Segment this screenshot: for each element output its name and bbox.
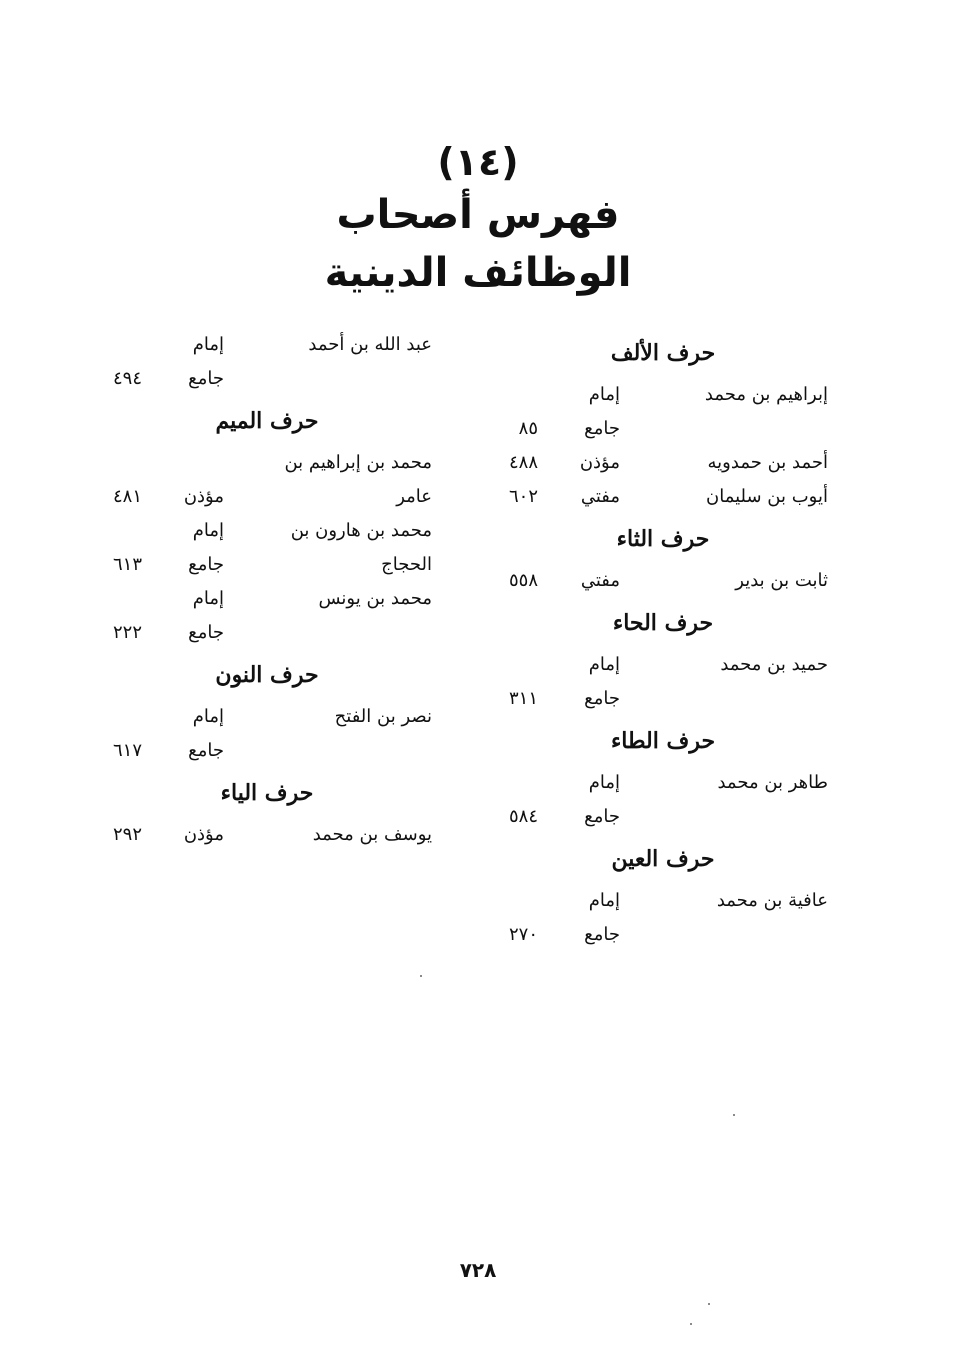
letter-heading: حرف العين [611, 846, 715, 872]
entry-page: ٢٢٢ [112, 622, 142, 643]
entry-role: جامع [188, 622, 224, 643]
entry-role: جامع [188, 554, 224, 575]
index-title-line-1: فهرس أصحاب [336, 192, 620, 238]
scan-speck [420, 975, 422, 977]
index-entry [92, 700, 442, 734]
entry-page: ٢٩٢ [112, 824, 142, 845]
entry-role: جامع [584, 688, 620, 709]
entry-name: طاهر بن محمد [717, 772, 828, 793]
index-number: (١٤) [437, 140, 519, 184]
entry-name: يوسف بن محمد [312, 824, 432, 845]
entry-role: جامع [188, 740, 224, 761]
index-entry [488, 918, 838, 952]
entry-role: مفتي [580, 486, 620, 507]
entry-page: ٤٨٨ [508, 452, 538, 473]
entry-role: مؤذن [183, 824, 224, 845]
entry-name: عافية بن محمد [716, 890, 828, 911]
entry-role: مؤذن [183, 486, 224, 507]
letter-heading: حرف الياء [220, 780, 314, 806]
index-entry [488, 682, 838, 716]
page-number: ٧٢٨ [459, 1258, 497, 1282]
entry-name: محمد بن إبراهيم بن [284, 452, 432, 473]
entry-role: إمام [192, 588, 224, 609]
entry-page: ٤٨١ [112, 486, 142, 507]
index-entry [488, 412, 838, 446]
entry-name: الحجاج [381, 554, 432, 575]
index-entry [92, 328, 442, 362]
entry-role: مفتي [580, 570, 620, 591]
entry-role: جامع [584, 418, 620, 439]
entry-role: إمام [588, 384, 620, 405]
right-column [488, 328, 838, 952]
entry-page: ٥٥٨ [508, 570, 538, 591]
entry-page: ٦١٧ [112, 740, 142, 761]
index-entry [92, 480, 442, 514]
letter-heading: حرف الثاء [616, 526, 710, 552]
entry-name: إبراهيم بن محمد [704, 384, 828, 405]
entry-role: إمام [192, 334, 224, 355]
index-entry [488, 766, 838, 800]
entry-name: أحمد بن حمدويه [707, 452, 828, 473]
index-entry [488, 884, 838, 918]
entry-page: ٢٧٠ [508, 924, 538, 945]
letter-heading: حرف الألف [610, 340, 716, 366]
entry-role: إمام [588, 772, 620, 793]
entry-page: ٣١١ [508, 688, 538, 709]
scan-speck [690, 1323, 692, 1325]
index-entry [92, 818, 442, 852]
entry-name: محمد بن هارون بن [290, 520, 432, 541]
index-entry [92, 582, 442, 616]
entry-role: إمام [588, 654, 620, 675]
entry-name: عبد الله بن أحمد [308, 334, 432, 355]
letter-heading: حرف الميم [215, 408, 319, 434]
entry-name: محمد بن يونس [318, 588, 432, 609]
entry-page: ٦٠٢ [508, 486, 538, 507]
index-entry [92, 362, 442, 396]
entry-role: إمام [192, 706, 224, 727]
index-entry [92, 446, 442, 480]
entry-page: ٤٩٤ [112, 368, 142, 389]
letter-heading: حرف الحاء [612, 610, 714, 636]
letter-heading: حرف الطاء [610, 728, 716, 754]
entry-name: عامر [396, 486, 432, 507]
entry-name: أيوب بن سليمان [706, 486, 828, 507]
entry-name: ثابت بن بدير [735, 570, 828, 591]
entry-name: نصر بن الفتح [334, 706, 432, 727]
entry-page: ٦١٣ [112, 554, 142, 575]
index-entry [488, 648, 838, 682]
index-entry [488, 564, 838, 598]
index-entry [92, 734, 442, 768]
entry-page: ٨٥ [518, 418, 538, 439]
scan-speck [733, 1114, 735, 1116]
index-title-line-2: الوظائف الدينية [324, 250, 632, 296]
entry-role: جامع [188, 368, 224, 389]
entry-page: ٥٨٤ [508, 806, 538, 827]
entry-name: حميد بن محمد [720, 654, 828, 675]
index-entry [488, 480, 838, 514]
index-entry [92, 514, 442, 548]
index-entry [488, 446, 838, 480]
entry-role: جامع [584, 924, 620, 945]
entry-role: مؤذن [579, 452, 620, 473]
letter-heading: حرف النون [215, 662, 319, 688]
index-entry [92, 548, 442, 582]
entry-role: إمام [192, 520, 224, 541]
entry-role: إمام [588, 890, 620, 911]
index-entry [92, 616, 442, 650]
scan-speck [708, 1303, 710, 1305]
entry-role: جامع [584, 806, 620, 827]
index-entry [488, 800, 838, 834]
index-entry [488, 378, 838, 412]
left-column [92, 328, 442, 852]
